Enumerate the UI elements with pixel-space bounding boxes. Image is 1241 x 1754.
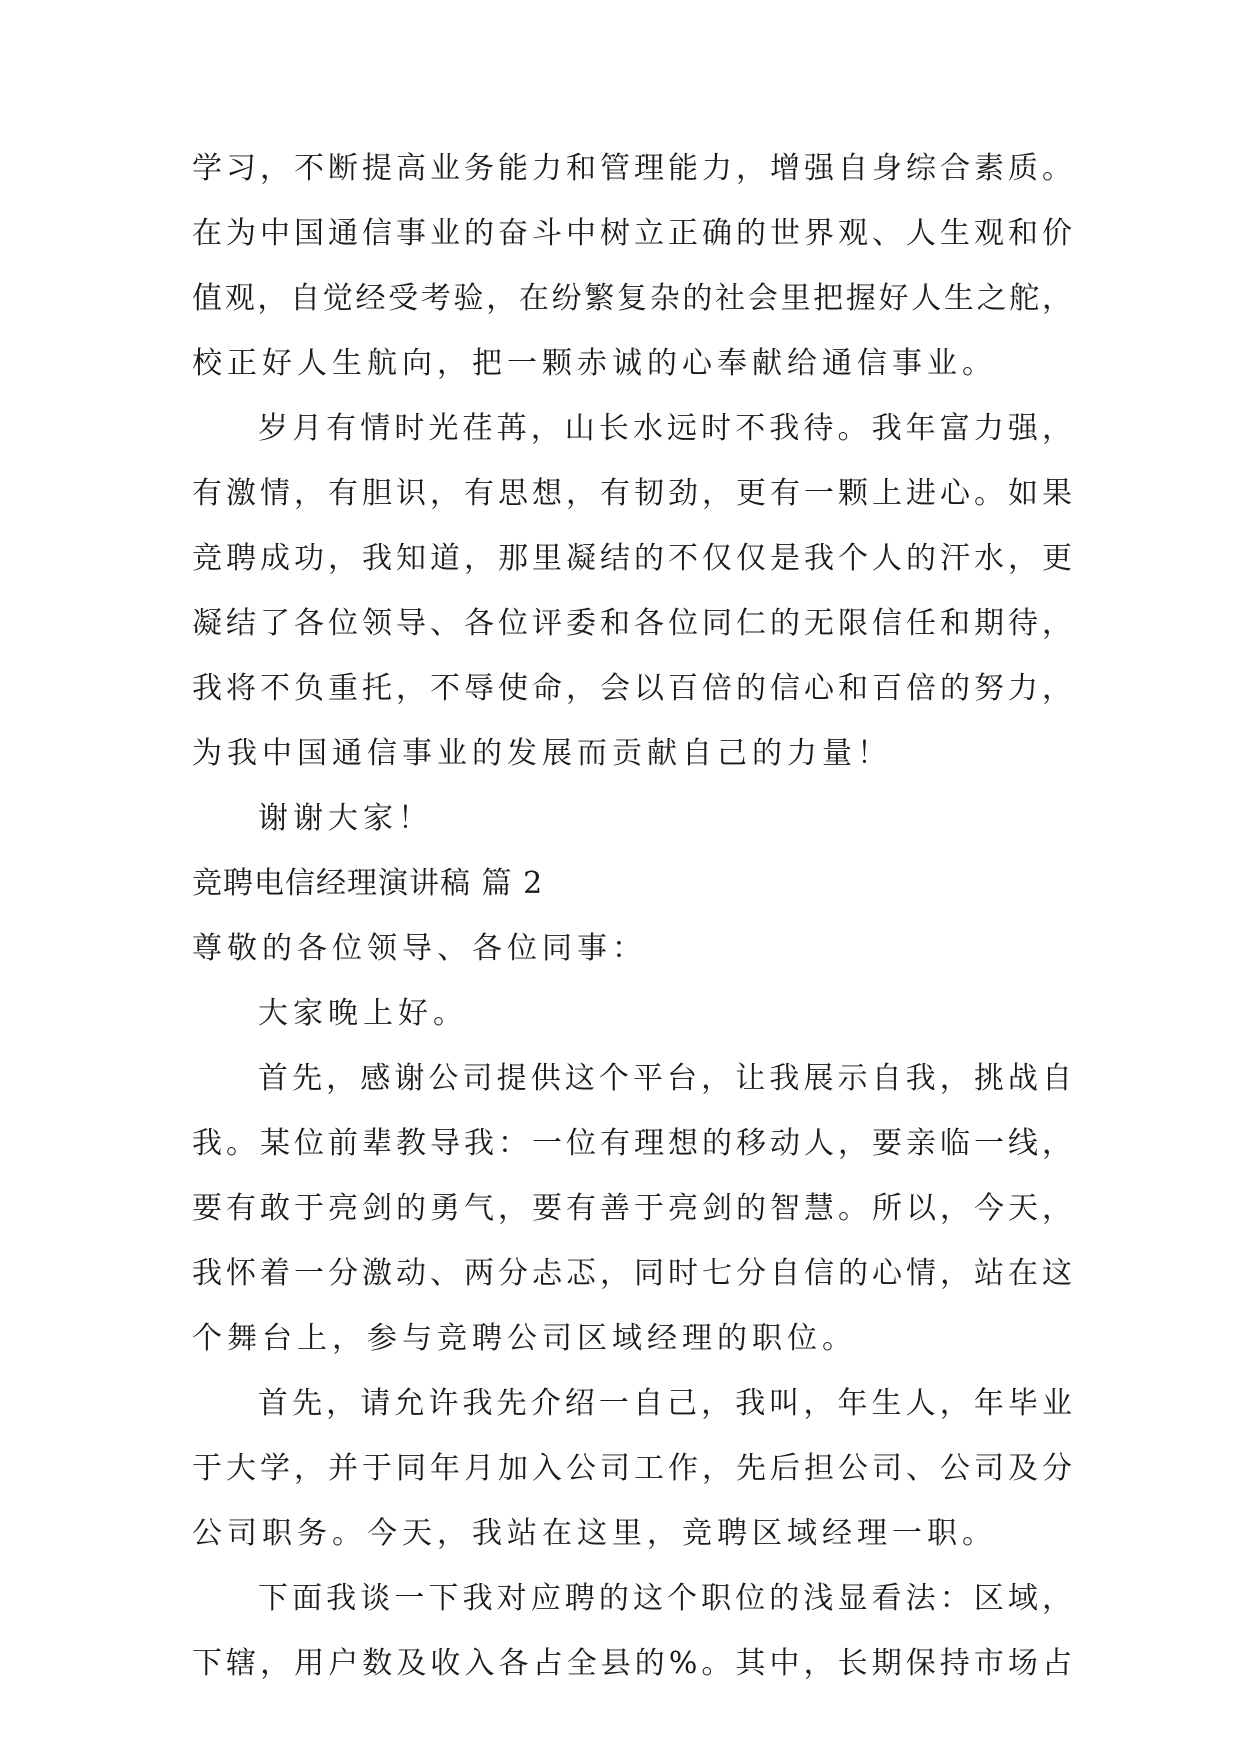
text-line: 个舞台上，参与竞聘公司区域经理的职位。 bbox=[192, 1321, 857, 1356]
body-text bbox=[192, 136, 1072, 1696]
text-line: 大家晚上好。 bbox=[258, 996, 468, 1031]
text-line: 下辖，用户数及收入各占全县的%。其中，长期保持市场占 bbox=[192, 1646, 1072, 1681]
text-line: 我将不负重托，不辱使命，会以百倍的信心和百倍的努力， bbox=[192, 671, 1072, 706]
text-line: 下面我谈一下我对应聘的这个职位的浅显看法：区域， bbox=[258, 1581, 1072, 1616]
text-line: 我怀着一分激动、两分忐忑，同时七分自信的心情，站在这 bbox=[192, 1256, 1072, 1291]
text-line: 于大学，并于同年月加入公司工作，先后担公司、公司及分 bbox=[192, 1451, 1072, 1486]
text-line: 在为中国通信事业的奋斗中树立正确的世界观、人生观和价 bbox=[192, 216, 1072, 251]
text-line: 首先，感谢公司提供这个平台，让我展示自我，挑战自 bbox=[258, 1061, 1072, 1096]
text-line: 首先，请允许我先介绍一自己，我叫，年生人，年毕业 bbox=[258, 1386, 1072, 1421]
text-line: 公司职务。今天，我站在这里，竞聘区域经理一职。 bbox=[192, 1516, 997, 1551]
section-heading: 竞聘电信经理演讲稿 篇 2 bbox=[192, 866, 544, 901]
text-line: 岁月有情时光荏苒，山长水远时不我待。我年富力强， bbox=[258, 411, 1072, 446]
text-line: 谢谢大家！ bbox=[258, 801, 433, 836]
text-line: 我。某位前辈教导我：一位有理想的移动人，要亲临一线， bbox=[192, 1126, 1072, 1161]
text-line: 学习，不断提高业务能力和管理能力，增强自身综合素质。 bbox=[192, 151, 1072, 186]
text-line: 值观，自觉经受考验，在纷繁复杂的社会里把握好人生之舵， bbox=[192, 281, 1072, 316]
text-line: 有激情，有胆识，有思想，有韧劲，更有一颗上进心。如果 bbox=[192, 476, 1072, 511]
text-line: 凝结了各位领导、各位评委和各位同仁的无限信任和期待， bbox=[192, 606, 1072, 641]
salutation: 尊敬的各位领导、各位同事： bbox=[192, 931, 647, 966]
text-line: 为我中国通信事业的发展而贡献自己的力量！ bbox=[192, 736, 892, 771]
text-line: 竞聘成功，我知道，那里凝结的不仅仅是我个人的汗水，更 bbox=[192, 541, 1072, 576]
text-line: 校正好人生航向，把一颗赤诚的心奉献给通信事业。 bbox=[192, 346, 997, 381]
text-line: 要有敢于亮剑的勇气，要有善于亮剑的智慧。所以，今天， bbox=[192, 1191, 1072, 1226]
